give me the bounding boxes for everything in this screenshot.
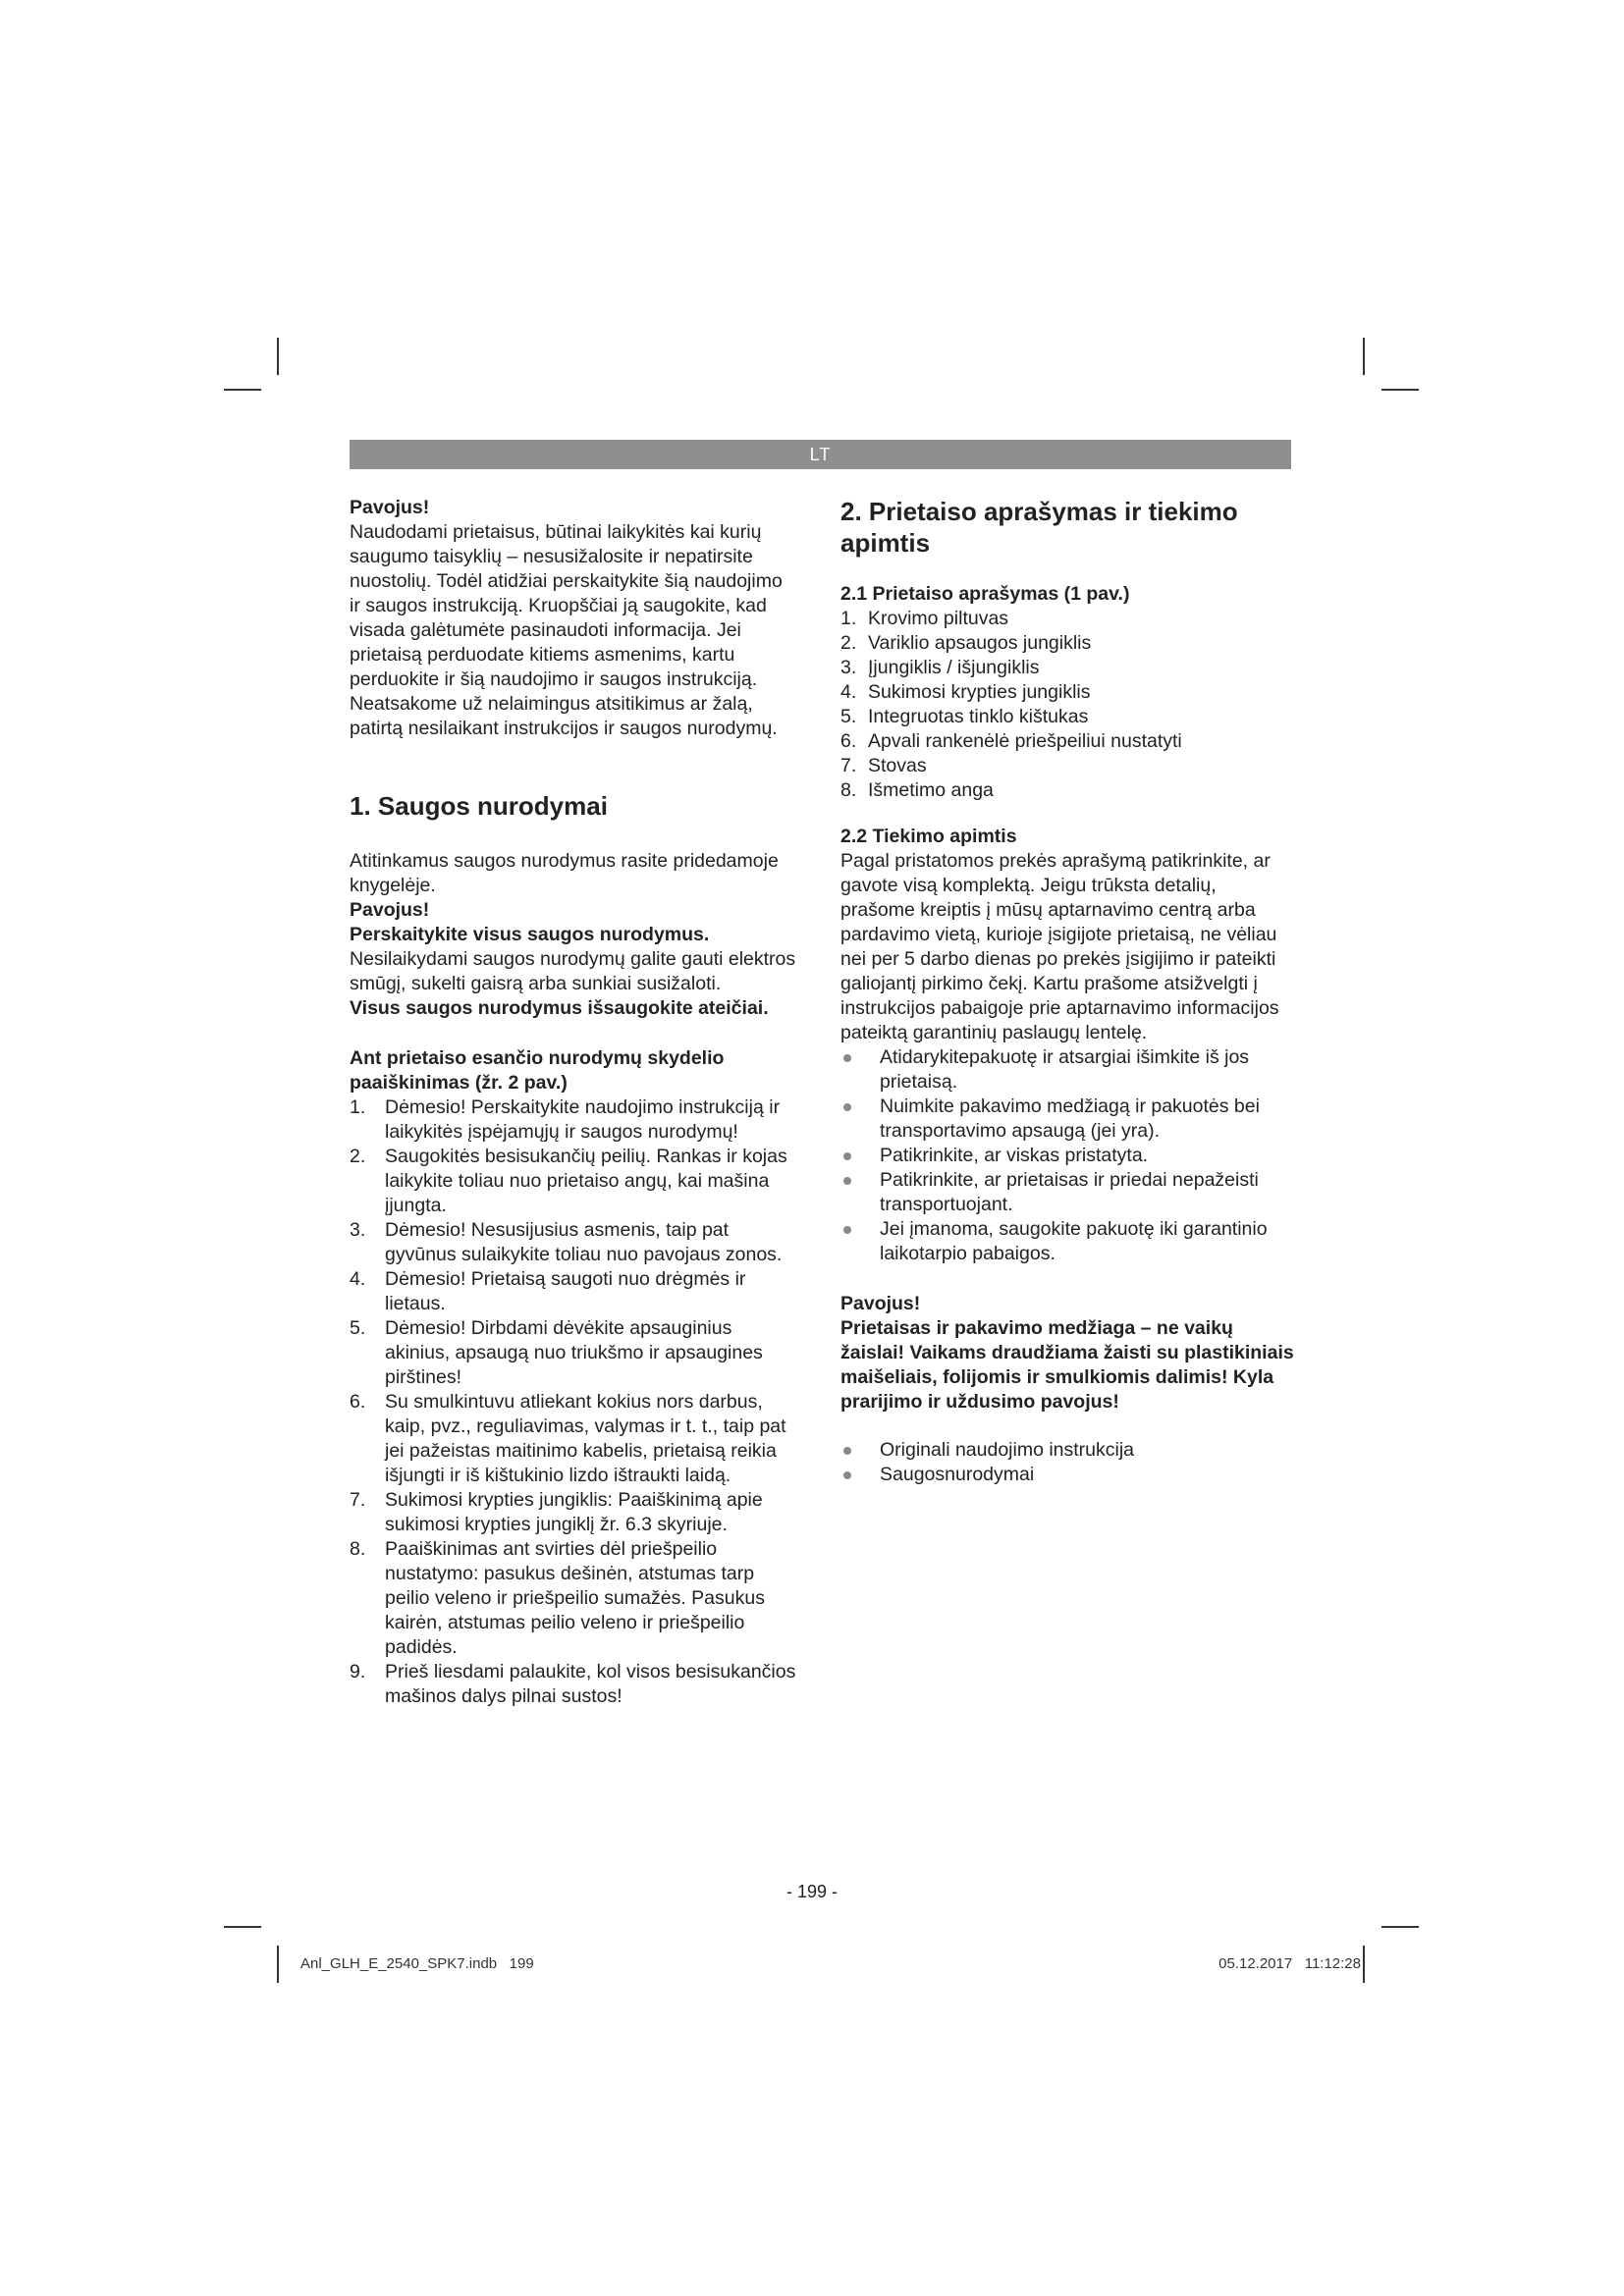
list-item: 5. Integruotas tinklo kištukas bbox=[840, 706, 1089, 727]
list-item: 8. Paaiškinimas ant svirties dėl priešpeilio nustatymo: pasukus dešinėn, atstumas tarp peilio veleno ir priešpeilio sumažės. Pasukus kairėn, atstumas peilio veleno ir priešpeilio padidės. bbox=[350, 1538, 765, 1658]
list-item: 9. Prieš liesdami palaukite, kol visos besisukančios mašinos dalys pilnai sustos! bbox=[350, 1661, 796, 1707]
list-item: 4. Dėmesio! Prietaisą saugoti nuo drėgmės ir lietaus. bbox=[350, 1268, 746, 1314]
crop-mark bbox=[1363, 1946, 1365, 1983]
list-item: Patikrinkite, ar viskas pristatyta. bbox=[840, 1144, 1294, 1168]
list-item: 7. Sukimosi krypties jungiklis: Paaiškinimą apie sukimosi krypties jungiklį žr. 6.3 skyriuje. bbox=[350, 1489, 763, 1535]
list-item: 6. Apvali rankenėlė priešpeiliui nustatyti bbox=[840, 730, 1182, 752]
warning-detail: Nesilaikydami saugos nurodymų galite gauti elektros smūgį, sukelti gaisrą arba sunkiai susižaloti. bbox=[350, 948, 796, 994]
list-item: Originali naudojimo instrukcija bbox=[840, 1438, 1294, 1463]
list-item: Jei įmanoma, saugokite pakuotę iki garantinio laikotarpio pabaigos. bbox=[840, 1217, 1294, 1266]
list-item: 3. Dėmesio! Nesusijusius asmenis, taip pat gyvūnus sulaikykite toliau nuo pavojaus zonos. bbox=[350, 1219, 783, 1265]
warning-text: Naudodami prietaisus, būtinai laikykitės kai kurių saugumo taisyklių – nesusižalosite ir nepatirsite nuostolių. Todėl atidžiai perskaitykite šią naudojimo ir saugos instrukciją. Kruopščiai ją saugokite, kad visada galėtumėte pasinaudoti informacija. Jei prietaisą perduodate kitiems asmenims, kartu perduokite ir šią naudojimo ir saugos instrukciją. Neatsakome už nelaimingus atsitikimus ar žalą, patirtą nesilaikant instrukcijos ir saugos nurodymų. bbox=[350, 521, 783, 739]
warning-text bbox=[350, 923, 797, 996]
language-header-bar bbox=[350, 440, 1291, 469]
child-safety-warning: Prietaisas ir pakavimo medžiaga – ne vaikų žaislai! Vaikams draudžiama žaisti su plastikiniais maišeliais, folijomis ir smulkiomis dalimis! Kyla prarijimo ir uždusimo pavojus! bbox=[840, 1317, 1294, 1413]
right-column bbox=[840, 496, 1294, 1487]
device-parts-list bbox=[840, 607, 1294, 803]
delivery-text: Pagal pristatomos prekės aprašymą patikrinkite, ar gavote visą komplektą. Jeigu trūksta detalių, prašome kreiptis į mūsų aptarnavimo centrą arba pardavimo vietą, kurioje įsigijote prietaisą, ne vėliau nei per 5 darbo dienas po prekės įsigijimo ir pateikti galiojantį pirkimo čekį. Kartu prašome atsižvelgti į instrukcijos pabaigoje prie aptarnavimo informacijos pateiktą garantinių paslaugų lentelę. bbox=[840, 850, 1279, 1043]
list-item: 8. Išmetimo anga bbox=[840, 779, 994, 801]
list-item: 3. Įjungiklis / išjungiklis bbox=[840, 657, 1040, 678]
list-item: 1. Dėmesio! Perskaitykite naudojimo instrukciją ir laikykitės įspėjamųjų ir saugos nurodymų! bbox=[350, 1096, 781, 1143]
list-item: 7. Stovas bbox=[840, 755, 927, 776]
keep-instructions-note: Visus saugos nurodymus išsaugokite ateičiai. bbox=[350, 997, 769, 1019]
crop-mark bbox=[1381, 1926, 1419, 1928]
list-item: 5. Dėmesio! Dirbdami dėvėkite apsauginius akinius, apsaugą nuo triukšmo ir apsaugines pirštines! bbox=[350, 1317, 763, 1388]
warning-title: Pavojus! bbox=[350, 497, 430, 518]
list-item: Saugosnurodymai bbox=[840, 1463, 1294, 1487]
list-item: Patikrinkite, ar prietaisas ir priedai nepažeisti transportuojant. bbox=[840, 1168, 1294, 1217]
crop-mark bbox=[277, 1946, 279, 1983]
footer-file-info: Anl_GLH_E_2540_SPK7.indb 199 bbox=[300, 1955, 534, 1972]
panel-explanation-title: Ant prietaiso esančio nurodymų skydelio paaiškinimas (žr. 2 pav.) bbox=[350, 1047, 725, 1094]
crop-mark bbox=[1363, 338, 1365, 375]
crop-mark bbox=[277, 338, 279, 375]
page-number: - 199 - bbox=[785, 1882, 839, 1901]
language-code: LT bbox=[809, 445, 832, 464]
list-item: 2. Saugokitės besisukančių peilių. Rankas ir kojas laikykite toliau nuo prietaiso angų, kai mašina įjungta. bbox=[350, 1146, 787, 1216]
delivery-steps-list bbox=[840, 1045, 1294, 1266]
section-2-title: 2. Prietaiso aprašymas ir tiekimo apimtis bbox=[840, 497, 1238, 558]
included-documents-list bbox=[840, 1438, 1294, 1487]
list-item: Nuimkite pakavimo medžiagą ir pakuotės bei transportavimo apsaugą (jei yra). bbox=[840, 1095, 1294, 1144]
section-1-intro: Atitinkamus saugos nurodymus rasite pridedamoje knygelėje. bbox=[350, 850, 779, 896]
section-1-title: 1. Saugos nurodymai bbox=[350, 791, 608, 821]
crop-mark bbox=[224, 1926, 261, 1928]
subsection-2-1-title: 2.1 Prietaiso aprašymas (1 pav.) bbox=[840, 583, 1130, 605]
warning-title: Pavojus! bbox=[840, 1293, 921, 1314]
list-item: 1. Krovimo piltuvas bbox=[840, 608, 1009, 629]
warning-emphasis: Perskaitykite visus saugos nurodymus. bbox=[350, 924, 710, 945]
footer-timestamp: 05.12.2017 11:12:28 bbox=[1218, 1955, 1361, 1972]
list-item: 4. Sukimosi krypties jungiklis bbox=[840, 681, 1091, 703]
list-item: 2. Variklio apsaugos jungiklis bbox=[840, 632, 1092, 654]
crop-mark bbox=[224, 389, 261, 391]
subsection-2-2-title: 2.2 Tiekimo apimtis bbox=[840, 826, 1017, 847]
crop-mark bbox=[1381, 389, 1419, 391]
list-item: Atidarykitepakuotę ir atsargiai išimkite iš jos prietaisą. bbox=[840, 1045, 1294, 1095]
panel-explanation-list bbox=[350, 1095, 797, 1709]
list-item: 6. Su smulkintuvu atliekant kokius nors darbus, kaip, pvz., reguliavimas, valymas ir t. t., taip pat jei pažeistas maitinimo kabelis, prietaisą reikia išjungti ir iš kištukinio lizdo ištraukti laidą. bbox=[350, 1391, 786, 1486]
left-column bbox=[350, 496, 797, 1709]
warning-title: Pavojus! bbox=[350, 899, 430, 921]
